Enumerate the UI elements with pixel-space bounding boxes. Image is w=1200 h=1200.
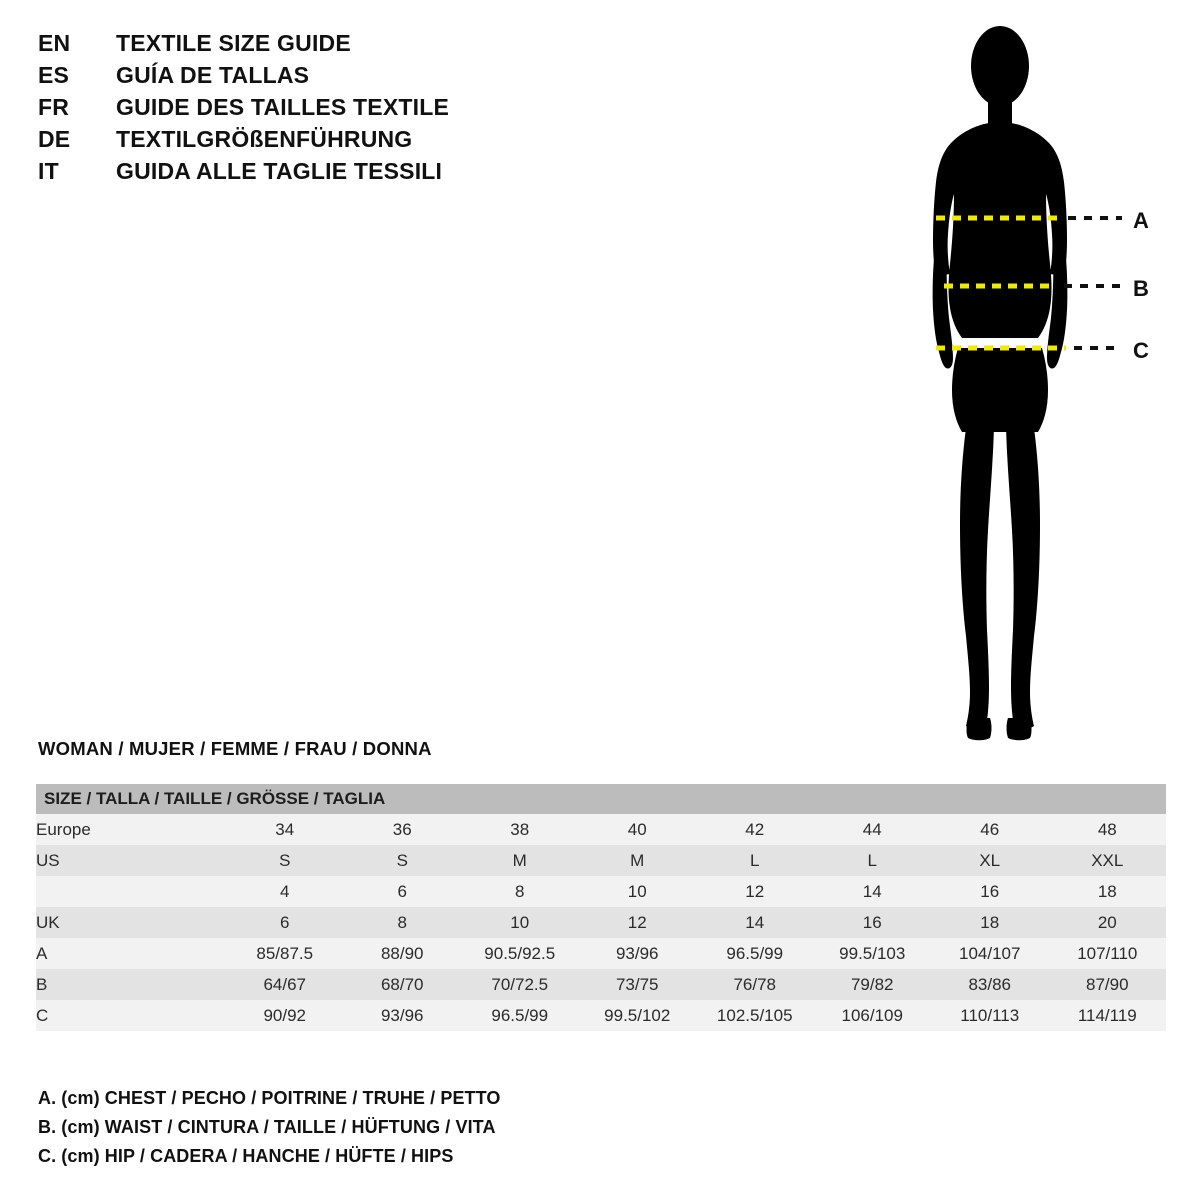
cell: 48 <box>1049 814 1167 845</box>
cell: 85/87.5 <box>226 938 344 969</box>
cell: XXL <box>1049 845 1167 876</box>
cell: 87/90 <box>1049 969 1167 1000</box>
title-lang-de: DE <box>38 126 71 152</box>
cell: 70/72.5 <box>461 969 579 1000</box>
table-header-row <box>36 784 1166 814</box>
table-header-label: SIZE / TALLA / TAILLE / GRÖSSE / TAGLIA <box>36 784 1166 814</box>
cell: 99.5/102 <box>579 1000 697 1031</box>
title-row-es <box>38 62 598 94</box>
cell: 114/119 <box>1049 1000 1167 1031</box>
cell: 46 <box>931 814 1049 845</box>
cell: 40 <box>579 814 697 845</box>
title-lang-en: EN <box>38 30 71 56</box>
size-table <box>36 784 1166 1031</box>
cell: 68/70 <box>344 969 462 1000</box>
footnotes <box>38 1088 838 1175</box>
measure-label-b: B <box>1133 276 1149 301</box>
cell: 93/96 <box>344 1000 462 1031</box>
female-body-silhouette-svg <box>860 18 1180 758</box>
footnote-c: C. (cm) HIP / CADERA / HANCHE / HÜFTE / HIPS <box>38 1146 454 1166</box>
cell: S <box>226 845 344 876</box>
cell: 96.5/99 <box>696 938 814 969</box>
cell: 102.5/105 <box>696 1000 814 1031</box>
cell: M <box>579 845 697 876</box>
title-row-it <box>38 158 598 190</box>
title-text-es: GUÍA DE TALLAS <box>116 62 310 88</box>
cell: 76/78 <box>696 969 814 1000</box>
cell: 36 <box>344 814 462 845</box>
table-row <box>36 938 1166 969</box>
cell: 44 <box>814 814 932 845</box>
cell: 10 <box>579 876 697 907</box>
cell: S <box>344 845 462 876</box>
measure-label-a: A <box>1133 208 1149 233</box>
row-label-a: A <box>36 938 226 969</box>
title-lang-fr: FR <box>38 94 70 120</box>
section-heading-woman: WOMAN / MUJER / FEMME / FRAU / DONNA <box>38 738 432 759</box>
cell: 42 <box>696 814 814 845</box>
cell: 10 <box>461 907 579 938</box>
figure-area <box>860 18 1180 758</box>
title-block <box>38 30 598 190</box>
size-table-wrap <box>36 784 1166 1031</box>
title-row-en <box>38 30 598 62</box>
row-label-c: C <box>36 1000 226 1031</box>
table-row <box>36 876 1166 907</box>
cell: 6 <box>226 907 344 938</box>
cell: 18 <box>1049 876 1167 907</box>
cell: 104/107 <box>931 938 1049 969</box>
cell: 12 <box>696 876 814 907</box>
measure-label-c: C <box>1133 338 1149 363</box>
table-row <box>36 907 1166 938</box>
table-row <box>36 1000 1166 1031</box>
cell: 38 <box>461 814 579 845</box>
title-text-en: TEXTILE SIZE GUIDE <box>116 30 351 56</box>
title-row-fr <box>38 94 598 126</box>
cell: 93/96 <box>579 938 697 969</box>
title-lang-it: IT <box>38 158 59 184</box>
row-label-us: US <box>36 845 226 876</box>
cell: 14 <box>814 876 932 907</box>
footnote-b: B. (cm) WAIST / CINTURA / TAILLE / HÜFTUNG / VITA <box>38 1117 496 1137</box>
table-row <box>36 969 1166 1000</box>
cell: 16 <box>931 876 1049 907</box>
cell: 79/82 <box>814 969 932 1000</box>
cell: M <box>461 845 579 876</box>
cell: 20 <box>1049 907 1167 938</box>
row-label-us-numeric <box>36 876 226 907</box>
cell: 83/86 <box>931 969 1049 1000</box>
cell: 90.5/92.5 <box>461 938 579 969</box>
cell: 90/92 <box>226 1000 344 1031</box>
cell: L <box>814 845 932 876</box>
title-text-it: GUIDA ALLE TAGLIE TESSILI <box>116 158 443 184</box>
row-label-europe: Europe <box>36 814 226 845</box>
cell: 18 <box>931 907 1049 938</box>
cell: L <box>696 845 814 876</box>
title-text-fr: GUIDE DES TAILLES TEXTILE <box>116 94 449 120</box>
cell: 4 <box>226 876 344 907</box>
cell: 110/113 <box>931 1000 1049 1031</box>
cell: 34 <box>226 814 344 845</box>
cell: 64/67 <box>226 969 344 1000</box>
cell: 88/90 <box>344 938 462 969</box>
row-label-uk: UK <box>36 907 226 938</box>
cell: 99.5/103 <box>814 938 932 969</box>
cell: 106/109 <box>814 1000 932 1031</box>
cell: XL <box>931 845 1049 876</box>
cell: 73/75 <box>579 969 697 1000</box>
cell: 6 <box>344 876 462 907</box>
title-row-de <box>38 126 598 158</box>
table-row <box>36 814 1166 845</box>
table-row <box>36 845 1166 876</box>
row-label-b: B <box>36 969 226 1000</box>
cell: 16 <box>814 907 932 938</box>
cell: 96.5/99 <box>461 1000 579 1031</box>
title-lang-es: ES <box>38 62 70 88</box>
cell: 12 <box>579 907 697 938</box>
cell: 8 <box>461 876 579 907</box>
cell: 8 <box>344 907 462 938</box>
cell: 14 <box>696 907 814 938</box>
title-text-de: TEXTILGRÖßENFÜHRUNG <box>116 126 413 152</box>
footnote-a: A. (cm) CHEST / PECHO / POITRINE / TRUHE / PETTO <box>38 1088 501 1108</box>
cell: 107/110 <box>1049 938 1167 969</box>
